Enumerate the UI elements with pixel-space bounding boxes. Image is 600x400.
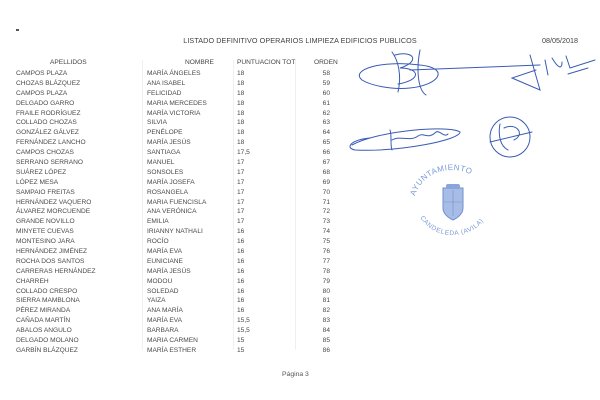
cell-apellidos: COLLADO CHOZAS	[16, 119, 77, 127]
cell-puntuacion: 17	[237, 208, 245, 216]
cell-apellidos: CARRERAS HERNÁNDEZ	[16, 267, 96, 275]
table-row	[0, 267, 600, 277]
cell-puntuacion: 17	[237, 178, 245, 186]
cell-orden: 59	[322, 79, 330, 87]
cell-apellidos: CAMPOS CHOZAS	[16, 149, 74, 157]
cell-orden: 62	[322, 109, 330, 117]
table-row	[0, 277, 600, 287]
header-apellidos: APELLIDOS	[50, 59, 87, 66]
cell-nombre: MANUEL	[147, 159, 175, 167]
cell-apellidos: DELGADO MOLANO	[16, 337, 79, 345]
cell-apellidos: SIERRA MAMBLONA	[16, 297, 80, 305]
stamp-bottom-text: CANDELEDA (AVILA)	[418, 214, 486, 238]
cell-orden: 81	[322, 297, 330, 305]
cell-nombre: MARIA FUENCISLA	[147, 198, 207, 206]
cell-puntuacion: 15,5	[237, 317, 250, 325]
table-row	[0, 316, 600, 326]
cell-puntuacion: 15	[237, 337, 245, 345]
cell-puntuacion: 17	[237, 159, 245, 167]
cell-orden: 79	[322, 277, 330, 285]
cell-nombre: MARIA CARMEN	[147, 337, 198, 345]
cell-orden: 68	[322, 168, 330, 176]
cell-puntuacion: 17	[237, 198, 245, 206]
cell-orden: 58	[322, 70, 330, 77]
document-date: 08/05/2018	[542, 36, 578, 45]
table-row	[0, 188, 600, 198]
cell-nombre: MARÍA ÁNGELES	[147, 70, 201, 77]
cell-puntuacion: 16	[237, 228, 245, 236]
cell-apellidos: GONZÁLEZ GÁLVEZ	[16, 129, 79, 137]
cell-puntuacion: 17	[237, 168, 245, 176]
header-nombre: NOMBRE	[185, 59, 214, 66]
cell-apellidos: COLLADO CRESPO	[16, 287, 78, 295]
cell-nombre: IRIANNY NATHALI	[147, 228, 203, 236]
header-orden: ORDEN	[314, 59, 338, 66]
table-row	[0, 237, 600, 247]
cell-orden: 84	[322, 327, 330, 335]
cell-apellidos: MINYETE CUEVAS	[16, 228, 74, 236]
cell-apellidos: HERNÁNDEZ JIMÉNEZ	[16, 248, 88, 256]
cell-puntuacion: 16	[237, 297, 245, 305]
cell-nombre: MARÍA JOSEFA	[147, 178, 195, 186]
cell-nombre: PENÉLOPE	[147, 129, 183, 137]
cell-nombre: MARÍA ESTHER	[147, 346, 197, 354]
cell-orden: 76	[322, 248, 330, 256]
cell-puntuacion: 15	[237, 346, 245, 354]
cell-orden: 60	[322, 89, 330, 97]
cell-apellidos: CHOZAS BLÁZQUEZ	[16, 79, 81, 87]
table-row	[0, 257, 600, 267]
table-row	[0, 227, 600, 237]
cell-puntuacion: 16	[237, 277, 245, 285]
cell-nombre: ROCÍO	[147, 238, 169, 246]
cell-puntuacion: 18	[237, 129, 245, 137]
cell-nombre: MARÍA EVA	[147, 317, 183, 325]
cell-puntuacion: 16	[237, 257, 245, 265]
cell-apellidos: CAMPOS PLAZA	[16, 70, 68, 77]
cell-apellidos: ABALOS ANGULO	[16, 327, 72, 335]
cell-orden: 77	[322, 257, 330, 265]
cell-orden: 75	[322, 238, 330, 246]
cell-orden: 65	[322, 139, 330, 147]
coat-of-arms-icon	[443, 184, 463, 220]
cell-orden: 69	[322, 178, 330, 186]
cell-orden: 80	[322, 287, 330, 295]
cell-apellidos: ROCHA DOS SANTOS	[16, 257, 85, 265]
table-row	[0, 287, 600, 297]
cell-apellidos: ÁLVAREZ MORCUENDE	[16, 208, 91, 216]
cell-apellidos: SUÁREZ LÓPEZ	[16, 168, 67, 176]
cell-orden: 67	[322, 159, 330, 167]
cell-apellidos: GRANDE NOVILLO	[16, 218, 75, 226]
cell-nombre: EUNICIANE	[147, 257, 183, 265]
scan-speck	[16, 29, 19, 31]
cell-orden: 78	[322, 267, 330, 275]
stamp-top-text: AYUNTAMIENTO	[408, 162, 474, 197]
cell-apellidos: CAÑADA MARTÍN	[16, 317, 71, 325]
cell-orden: 71	[322, 198, 330, 206]
cell-puntuacion: 17	[237, 218, 245, 226]
cell-apellidos: CAMPOS PLAZA	[16, 89, 68, 97]
cell-puntuacion: 16	[237, 307, 245, 315]
page-number: Página 3	[282, 371, 309, 378]
cell-orden: 74	[322, 228, 330, 236]
cell-apellidos: PÉREZ MIRANDA	[16, 307, 71, 315]
cell-orden: 86	[322, 346, 330, 354]
cell-apellidos: FRAILE RODRÍGUEZ	[16, 109, 81, 117]
table-row	[0, 296, 600, 306]
cell-puntuacion: 16	[237, 267, 245, 275]
cell-apellidos: GARBÍN BLÁZQUEZ	[16, 346, 78, 354]
cell-nombre: FELICIDAD	[147, 89, 182, 97]
cell-nombre: SOLEDAD	[147, 287, 179, 295]
cell-nombre: MARÍA EVA	[147, 248, 183, 256]
cell-puntuacion: 18	[237, 70, 245, 77]
signatures	[340, 40, 600, 180]
cell-nombre: ANA VERÓNICA	[147, 208, 197, 216]
table-row	[0, 336, 600, 346]
table-row	[0, 346, 600, 356]
cell-puntuacion: 17,5	[237, 149, 250, 157]
cell-orden: 66	[322, 149, 330, 157]
cell-apellidos: LÓPEZ MESA	[16, 178, 59, 186]
cell-puntuacion: 17	[237, 188, 245, 196]
cell-nombre: MARIA MERCEDES	[147, 99, 207, 107]
table-row	[0, 207, 600, 217]
cell-nombre: ROSANGELA	[147, 188, 189, 196]
cell-orden: 73	[322, 218, 330, 226]
cell-nombre: ANA ISABEL	[147, 79, 186, 87]
cell-puntuacion: 18	[237, 79, 245, 87]
cell-orden: 85	[322, 337, 330, 345]
cell-puntuacion: 16	[237, 238, 245, 246]
cell-nombre: MARÍA JESÚS	[147, 139, 191, 147]
cell-apellidos: FERNÁNDEZ LANCHO	[16, 139, 86, 147]
table-row	[0, 198, 600, 208]
cell-nombre: BARBARA	[147, 327, 179, 335]
cell-puntuacion: 18	[237, 119, 245, 127]
cell-nombre: MODOU	[147, 277, 173, 285]
header-puntuacion: PUNTUACION TOT	[237, 59, 296, 66]
cell-puntuacion: 18	[237, 139, 245, 147]
cell-orden: 72	[322, 208, 330, 216]
cell-apellidos: SAMPAIO FREITAS	[16, 188, 75, 196]
cell-nombre: SILVIA	[147, 119, 168, 127]
cell-puntuacion: 18	[237, 109, 245, 117]
cell-orden: 70	[322, 188, 330, 196]
cell-puntuacion: 16	[237, 248, 245, 256]
table-row	[0, 217, 600, 227]
cell-orden: 63	[322, 119, 330, 127]
cell-nombre: ANA MARÍA	[147, 307, 183, 315]
cell-apellidos: SERRANO SERRANO	[16, 159, 84, 167]
table-row	[0, 306, 600, 316]
cell-nombre: EMILIA	[147, 218, 169, 226]
cell-nombre: YAIZA	[147, 297, 166, 305]
svg-text:AYUNTAMIENTO	[408, 163, 473, 197]
cell-puntuacion: 18	[237, 99, 245, 107]
cell-apellidos: DELGADO GARRO	[16, 99, 75, 107]
cell-puntuacion: 16	[237, 287, 245, 295]
cell-orden: 64	[322, 129, 330, 137]
municipal-stamp	[400, 160, 505, 242]
cell-orden: 61	[322, 99, 330, 107]
cell-apellidos: HERNÁNDEZ VAQUERO	[16, 198, 92, 206]
cell-puntuacion: 18	[237, 89, 245, 97]
cell-apellidos: MONTESINO JARA	[16, 238, 75, 246]
cell-orden: 82	[322, 307, 330, 315]
cell-orden: 83	[322, 317, 330, 325]
cell-nombre: MARÍA VICTORIA	[147, 109, 201, 117]
cell-puntuacion: 15,5	[237, 327, 250, 335]
cell-apellidos: CHARREH	[16, 277, 49, 285]
table-row	[0, 247, 600, 257]
document-title: LISTADO DEFINITIVO OPERARIOS LIMPIEZA EDIFICIOS PUBLICOS	[183, 36, 417, 45]
table-row	[0, 326, 600, 336]
cell-nombre: MARÍA JESÚS	[147, 267, 191, 275]
cell-nombre: SONSOLES	[147, 168, 184, 176]
cell-nombre: SANTIAGA	[147, 149, 181, 157]
